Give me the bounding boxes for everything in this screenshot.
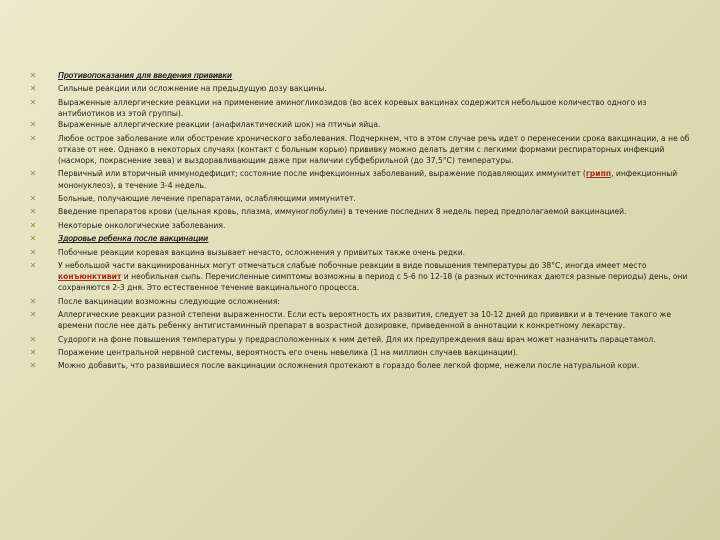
item-text: Некоторые онкологические заболевания. <box>58 220 226 230</box>
item-text: Сильные реакции или осложнение на предыдущую дозу вакцины. <box>58 84 327 94</box>
item-text: Можно добавить, что развившиеся после вакцинации осложнения протекают в гораздо более легкой форме, нежели после натуральной кори. <box>58 361 640 371</box>
item-text: Судороги на фоне повышения температуры у предрасположенных к ним детей. Для их предупреждения ваш врач может назначить парацетамол. <box>58 334 656 344</box>
list-item <box>28 168 692 190</box>
bullet-cross-icon: ✕ <box>29 296 37 306</box>
item-text: Введение препаратов крови (цельная кровь, плазма, иммуноглобулин) в течение последних 8 недель перед предполагаемой вакцинацией. <box>58 207 627 217</box>
list-item <box>28 220 692 231</box>
item-text <box>58 261 687 292</box>
list-item <box>28 360 692 371</box>
item-text-before: Первичный или вторичный иммунодефицит; состояние после инфекционных заболеваний, выражение подавляющих иммунитет ( <box>58 169 586 179</box>
list-item <box>28 97 692 119</box>
section-heading <box>28 233 692 244</box>
list-item <box>28 83 692 94</box>
item-text: Выраженные аллергические реакции на применение аминогликозидов (во всех коревых вакцинах содержится небольшое количество одного из антибиотиков из этой группы). <box>58 97 647 118</box>
list-item <box>28 260 692 294</box>
list-item <box>28 119 692 130</box>
bullet-cross-icon: ✕ <box>29 71 37 80</box>
item-text: После вакцинации возможны следующие осложнения: <box>58 296 280 306</box>
list-item <box>28 133 692 167</box>
bullet-cross-icon: ✕ <box>29 260 37 270</box>
item-text-before: У небольшой части вакцинированных могут отмечаться слабые побочные реакции в виде повышения температуры до 38°С, иногда имеет место <box>58 260 647 270</box>
list-item <box>28 296 692 307</box>
bullet-cross-icon: ✕ <box>29 193 37 203</box>
item-text: Побочные реакции коревая вакцина вызывает нечасто, осложнения у привитых также очень редки. <box>58 247 466 257</box>
inline-link[interactable]: конъюнктивит <box>58 272 122 282</box>
bullet-cross-icon: ✕ <box>29 97 37 107</box>
list-item <box>28 334 692 345</box>
list-item <box>28 309 692 331</box>
item-text <box>58 169 677 189</box>
list-item <box>28 247 692 258</box>
list-item <box>28 347 692 358</box>
list-item <box>28 206 692 217</box>
item-text: Аллергические реакции разной степени выраженности. Если есть вероятность их развития, следует за 10-12 дней до прививки и в течение такого же времени после нее дать ребенку антигистаминный препарат в возрастной дозировке, приведенной в аннотации к конкретному лекарству. <box>58 310 672 331</box>
heading-text: Противопоказания для введения прививки <box>58 71 232 80</box>
heading-text: Здоровье ребенка после вакцинации <box>58 234 208 244</box>
bullet-list <box>28 70 692 372</box>
bullet-cross-icon: ✕ <box>29 348 37 358</box>
bullet-cross-icon: ✕ <box>29 207 37 217</box>
item-text: Выраженные аллергические реакции (анафилактический шок) на птичьи яйца. <box>58 120 381 130</box>
bullet-cross-icon: ✕ <box>29 247 37 257</box>
bullet-cross-icon: ✕ <box>29 361 37 371</box>
section-heading <box>28 70 692 81</box>
bullet-cross-icon: ✕ <box>29 310 37 320</box>
item-text: Поражение центральной нервной системы, вероятность его очень невелика (1 на миллион случаев вакцинации). <box>58 348 519 358</box>
bullet-cross-icon: ✕ <box>29 334 37 344</box>
content-area <box>28 70 692 372</box>
item-text: Любое острое заболевание или обострение хронического заболевания. Подчеркнем, что в этом случае речь идет о перенесении срока вакцинации, а не об отказе от нее. Однако в некоторых случаях (контакт с больным корью) прививку можно делать детям с легкими формами респираторных инфекций (насморк, покраснение зева) и выздоравливающим даже при наличии субфебрильной (до 37,5°С) температуры. <box>58 133 690 165</box>
item-text-after: и необильная сыпь. Перечисленные симптомы возможны в период с 5-6 по 12-18 (в разных источниках даются разные периоды) день, они сохраняются 2-3 дня. Это естественное течение вакцинального процесса. <box>58 272 688 293</box>
bullet-cross-icon: ✕ <box>29 169 37 179</box>
bullet-cross-icon: ✕ <box>29 133 37 143</box>
item-text-after: , инфекционный мононуклеоз), в течение 3-4 недель. <box>58 169 678 190</box>
bullet-cross-icon: ✕ <box>29 120 37 130</box>
list-item <box>28 193 692 204</box>
inline-link[interactable]: грипп <box>585 169 612 179</box>
bullet-cross-icon: ✕ <box>29 220 37 230</box>
bullet-cross-icon: ✕ <box>29 84 37 94</box>
bullet-cross-icon: ✕ <box>29 234 37 244</box>
item-text: Больные, получающие лечение препаратами, ослабляющими иммунитет. <box>58 193 356 203</box>
